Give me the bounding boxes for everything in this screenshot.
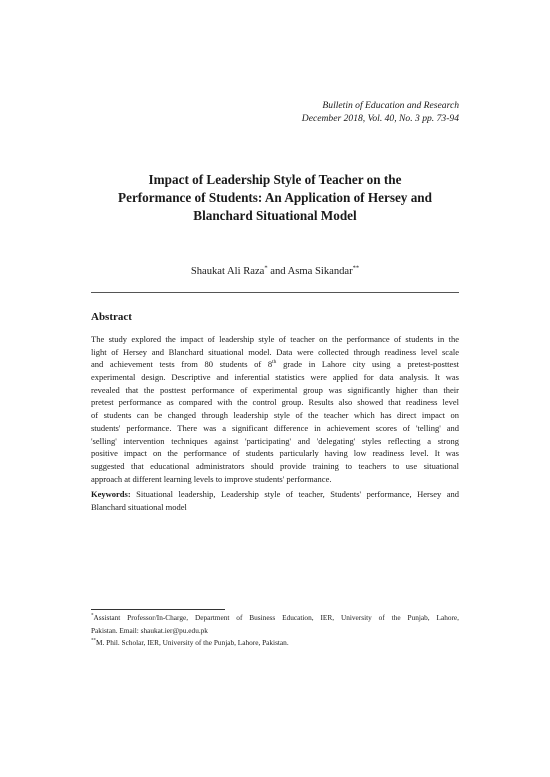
footnote-text: Assistant Professor/In-Charge, Department of Business Education, IER, University of the Punjab, Lahore,: [93, 613, 459, 622]
journal-name: Bulletin of Education and Research: [322, 100, 459, 111]
footnote-line: [91, 612, 459, 625]
author-name: Asma Sikandar: [287, 266, 353, 277]
title-line: Performance of Students: An Application of Hersey and: [118, 190, 432, 205]
ordinal-suffix: th: [272, 359, 277, 366]
abstract-line: of students can be changed through leadership style of the teacher which has direct impact on: [91, 410, 459, 421]
abstract-line: students' performance. There was a significant difference in achievement scores of 'telling' and: [91, 422, 459, 433]
keywords-label: Keywords:: [91, 489, 131, 499]
abstract-line-text: and achievement tests from 80 students of 8: [91, 359, 273, 370]
footnotes: [91, 612, 459, 650]
paper-title: [0, 171, 550, 225]
footnote-line: [91, 637, 459, 650]
abstract-line: revealed that the posttest performance of experimental group was significantly higher than their: [91, 384, 459, 395]
footnote-mark: *: [91, 613, 94, 619]
keywords-line: [91, 488, 459, 501]
abstract-line: [91, 358, 459, 371]
title-line: Impact of Leadership Style of Teacher on the: [148, 172, 402, 187]
footnote-mark: *: [264, 264, 268, 272]
journal-header: [302, 100, 459, 125]
abstract-heading: Abstract: [91, 311, 132, 323]
keywords-text: Situational leadership, Leadership style of teacher, Students' performance, Hersey and: [130, 489, 459, 499]
journal-issue: December 2018, Vol. 40, No. 3 pp. 73-94: [301, 112, 459, 124]
abstract-line: approach at different learning levels to improve students' performance.: [91, 473, 332, 484]
footnote-mark: **: [91, 638, 96, 644]
abstract-line: positive impact on the performance of students particularly having low readiness level. It was: [91, 448, 459, 459]
title-line: Blanchard Situational Model: [193, 208, 357, 223]
abstract-line: suggested that educational administrators should provide training to teachers to use situational: [91, 460, 459, 471]
footnote-divider: [91, 609, 225, 610]
author-joiner: and: [267, 266, 288, 277]
abstract-line: The study explored the impact of leadership style of teacher on the performance of students in the: [91, 334, 459, 344]
keywords-line: Blanchard situational model: [91, 501, 187, 512]
footnote-mark: **: [352, 264, 360, 272]
divider: [91, 292, 459, 293]
author-name: Shaukat Ali Raza: [190, 266, 265, 277]
author-list: [0, 265, 550, 278]
abstract-line: 'selling' intervention techniques against 'participating' and 'delegating' styles reflecting a strong: [91, 435, 459, 446]
abstract-line-text: grade in Lahore city using a pretest-posttest: [276, 359, 459, 370]
footnote-line: Pakistan. Email: shaukat.ier@pu.edu.pk: [91, 625, 208, 635]
abstract-line: experimental design. Descriptive and inferential statistics were applied for data analysis. It was: [91, 372, 459, 383]
abstract-body: [91, 333, 459, 485]
abstract-line: light of Hersey and Blanchard situational model. Data were collected through readiness level scale: [91, 346, 459, 357]
keywords: [91, 488, 459, 513]
abstract-line: pretest performance as compared with the control group. Results also showed that readiness level: [91, 397, 459, 408]
footnote-text: M. Phil. Scholar, IER, University of the Punjab, Lahore, Pakistan.: [96, 638, 289, 648]
